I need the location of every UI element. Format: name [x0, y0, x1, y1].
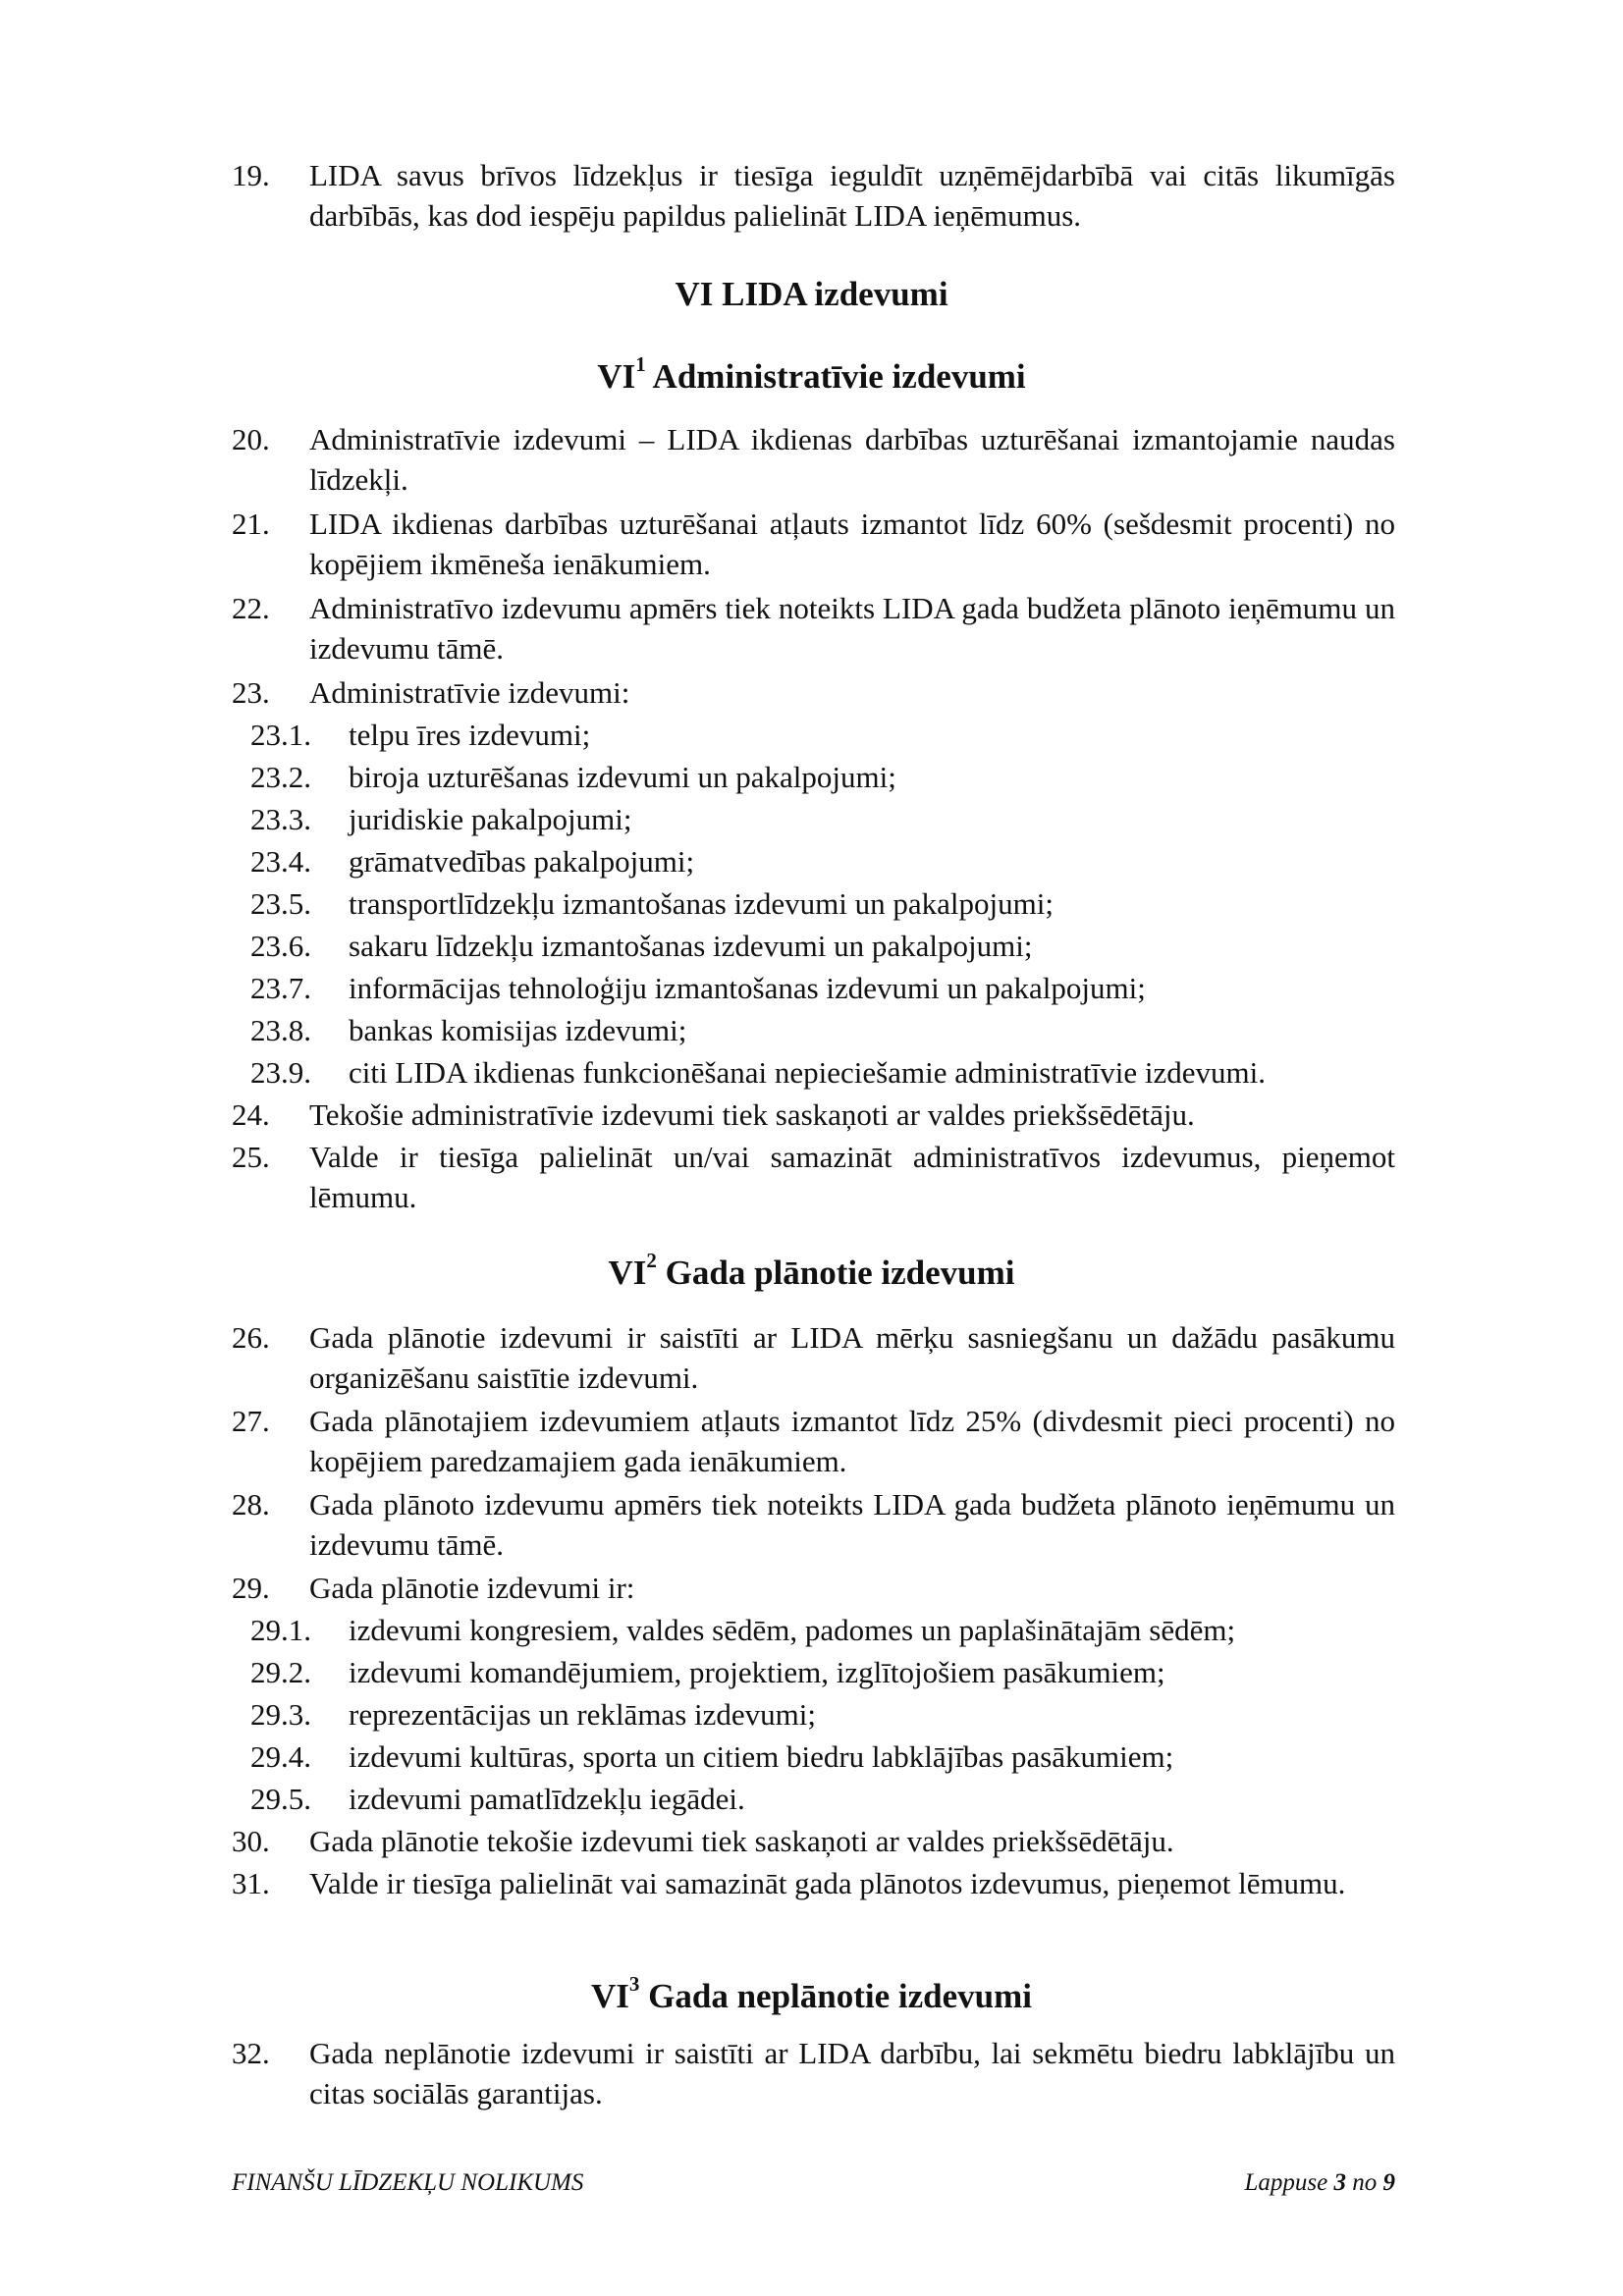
subparagraph-text: izdevumi kongresiem, valdes sēdēm, padomes un paplašinātajām sēdēm;: [349, 1613, 1236, 1647]
subparagraph-text: izdevumi komandējumiem, projektiem, izglītojošiem pasākumiem;: [349, 1655, 1165, 1689]
paragraph-26: [232, 1317, 1395, 1398]
paragraph-number: 28.: [232, 1487, 270, 1522]
paragraph-text: LIDA ikdienas darbības uzturēšanai atļauts izmantot līdz 60% (sešdesmit procenti) no kopējiem ikmēneša ienākumiem.: [309, 507, 1395, 581]
paragraph-number: 32.: [232, 2036, 270, 2070]
paragraph-24: [232, 1095, 1395, 1135]
paragraph-28: [232, 1484, 1395, 1565]
paragraph-27: [232, 1401, 1395, 1481]
subparagraph-29-4: [250, 1736, 1395, 1777]
subparagraph-text: izdevumi pamatlīdzekļu iegādei.: [349, 1782, 745, 1816]
paragraph-number: 20.: [232, 422, 270, 456]
subparagraph-number: 23.5.: [250, 886, 311, 921]
subparagraph-number: 23.3.: [250, 802, 311, 836]
paragraph-text: Administratīvie izdevumi:: [309, 675, 630, 710]
paragraph-number: 22.: [232, 591, 270, 625]
paragraph-23: [232, 672, 1395, 713]
paragraph-text: Tekošie administratīvie izdevumi tiek saskaņoti ar valdes priekšsēdētāju.: [309, 1097, 1195, 1132]
page-word: Lappuse: [1244, 2169, 1328, 2196]
subparagraph-number: 23.7.: [250, 971, 311, 1005]
paragraph-number: 31.: [232, 1866, 270, 1900]
paragraph-text: Gada plānoto izdevumu apmērs tiek noteikts LIDA gada budžeta plānoto ieņēmumu un izdevumu tāmē.: [309, 1487, 1395, 1562]
subparagraph-text: sakaru līdzekļu izmantošanas izdevumi un pakalpojumi;: [349, 929, 1033, 963]
paragraph-text: LIDA savus brīvos līdzekļus ir tiesīga ieguldīt uzņēmējdarbībā vai citās likumīgās darbībās, kas dod iespēju papildus palielināt LIDA ieņēmumus.: [309, 158, 1395, 233]
subparagraph-text: telpu īres izdevumi;: [349, 718, 591, 752]
subparagraph-23-5: [250, 883, 1395, 924]
paragraph-19: [232, 155, 1395, 236]
paragraph-number: 27.: [232, 1404, 270, 1438]
paragraph-number: 24.: [232, 1097, 270, 1132]
paragraph-32: [232, 2033, 1395, 2113]
section-heading-vi-2: [0, 1249, 1623, 1295]
subparagraph-text: biroja uzturēšanas izdevumi un pakalpojumi;: [349, 760, 896, 794]
paragraph-number: 30.: [232, 1824, 270, 1858]
footer-page-number: [1245, 2167, 1395, 2199]
page-total: 9: [1382, 2169, 1395, 2196]
paragraph-number: 23.: [232, 675, 270, 710]
section-heading-vi-3: [0, 1972, 1623, 2018]
page-of: no: [1352, 2169, 1378, 2196]
subparagraph-number: 29.5.: [250, 1782, 311, 1816]
section-heading-vi: VI LIDA izdevumi: [675, 275, 948, 313]
paragraph-text: Gada neplānotie izdevumi ir saistīti ar LIDA darbību, lai sekmētu biedru labklājību un citas sociālās garantijas.: [309, 2036, 1395, 2110]
subparagraph-text: izdevumi kultūras, sporta un citiem biedru labklājības pasākumiem;: [349, 1739, 1174, 1774]
paragraph-number: 29.: [232, 1571, 270, 1605]
subparagraph-text: citi LIDA ikdienas funkcionēšanai nepieciešamie administratīvie izdevumi.: [349, 1055, 1267, 1090]
paragraph-text: Gada plānotie tekošie izdevumi tiek saskaņoti ar valdes priekšsēdētāju.: [309, 1824, 1174, 1858]
heading-text: Gada plānotie izdevumi: [665, 1254, 1015, 1292]
footer-document-title: FINANŠU LĪDZEKĻU NOLIKUMS: [232, 2169, 584, 2196]
subparagraph-number: 29.3.: [250, 1697, 311, 1732]
heading-text: Gada neplānotie izdevumi: [648, 1977, 1033, 2015]
subparagraph-number: 29.4.: [250, 1739, 311, 1774]
paragraph-22: [232, 588, 1395, 668]
paragraph-text: Administratīvo izdevumu apmērs tiek noteikts LIDA gada budžeta plānoto ieņēmumu un izdevumu tāmē.: [309, 591, 1395, 666]
subparagraph-23-1: [250, 715, 1395, 755]
subparagraph-number: 23.9.: [250, 1055, 311, 1090]
subparagraph-text: reprezentācijas un reklāmas izdevumi;: [349, 1697, 816, 1732]
paragraph-text: Gada plānotie izdevumi ir saistīti ar LIDA mērķu sasniegšanu un dažādu pasākumu organizēšanu saistītie izdevumi.: [309, 1320, 1395, 1395]
paragraph-number: 21.: [232, 507, 270, 541]
subparagraph-23-9: [250, 1052, 1395, 1093]
subparagraph-23-2: [250, 757, 1395, 797]
subparagraph-23-7: [250, 968, 1395, 1008]
subparagraph-23-4: [250, 841, 1395, 881]
heading-prefix: VI: [608, 1254, 647, 1292]
subparagraph-29-3: [250, 1694, 1395, 1735]
paragraph-number: 19.: [232, 158, 270, 192]
subparagraph-number: 23.8.: [250, 1013, 311, 1047]
paragraph-text: Valde ir tiesīga palielināt vai samazināt gada plānotos izdevumus, pieņemot lēmumu.: [309, 1866, 1346, 1900]
subparagraph-text: transportlīdzekļu izmantošanas izdevumi un pakalpojumi;: [349, 886, 1054, 921]
subparagraph-text: bankas komisijas izdevumi;: [349, 1013, 687, 1047]
paragraph-text: Administratīvie izdevumi – LIDA ikdienas darbības uzturēšanai izmantojamie naudas līdzekļi.: [309, 422, 1395, 497]
heading-superscript: 3: [628, 1972, 640, 1997]
subparagraph-29-5: [250, 1779, 1395, 1819]
subparagraph-number: 29.1.: [250, 1613, 311, 1647]
subparagraph-number: 29.2.: [250, 1655, 311, 1689]
paragraph-number: 26.: [232, 1320, 270, 1355]
heading-superscript: 1: [635, 352, 646, 377]
subparagraph-29-2: [250, 1652, 1395, 1692]
paragraph-text: Gada plānotajiem izdevumiem atļauts izmantot līdz 25% (divdesmit pieci procenti) no kopējiem paredzamajiem gada ienākumiem.: [309, 1404, 1395, 1478]
heading-superscript: 2: [646, 1249, 657, 1273]
paragraph-text: Valde ir tiesīga palielināt un/vai samazināt administratīvos izdevumus, pieņemot lēmumu.: [309, 1140, 1395, 1214]
paragraph-text: Gada plānotie izdevumi ir:: [309, 1571, 635, 1605]
paragraph-29: [232, 1568, 1395, 1608]
subparagraph-23-6: [250, 926, 1395, 966]
subparagraph-number: 23.2.: [250, 760, 311, 794]
subparagraph-text: grāmatvedības pakalpojumi;: [349, 844, 695, 879]
paragraph-number: 25.: [232, 1140, 270, 1174]
subparagraph-number: 23.6.: [250, 929, 311, 963]
subparagraph-text: juridiskie pakalpojumi;: [349, 802, 632, 836]
paragraph-20: [232, 419, 1395, 500]
heading-prefix: VI: [597, 357, 636, 396]
page-current: 3: [1333, 2169, 1346, 2196]
subparagraph-number: 23.4.: [250, 844, 311, 879]
subparagraph-number: 23.1.: [250, 718, 311, 752]
heading-text: Administratīvie izdevumi: [652, 357, 1026, 396]
subparagraph-23-8: [250, 1010, 1395, 1050]
paragraph-25: [232, 1137, 1395, 1217]
subparagraph-23-3: [250, 799, 1395, 839]
paragraph-30: [232, 1821, 1395, 1861]
paragraph-21: [232, 504, 1395, 584]
subparagraph-text: informācijas tehnoloģiju izmantošanas izdevumi un pakalpojumi;: [349, 971, 1146, 1005]
heading-prefix: VI: [590, 1977, 629, 2015]
subparagraph-29-1: [250, 1610, 1395, 1650]
paragraph-31: [232, 1863, 1395, 1903]
section-heading-vi-1: [0, 352, 1623, 399]
